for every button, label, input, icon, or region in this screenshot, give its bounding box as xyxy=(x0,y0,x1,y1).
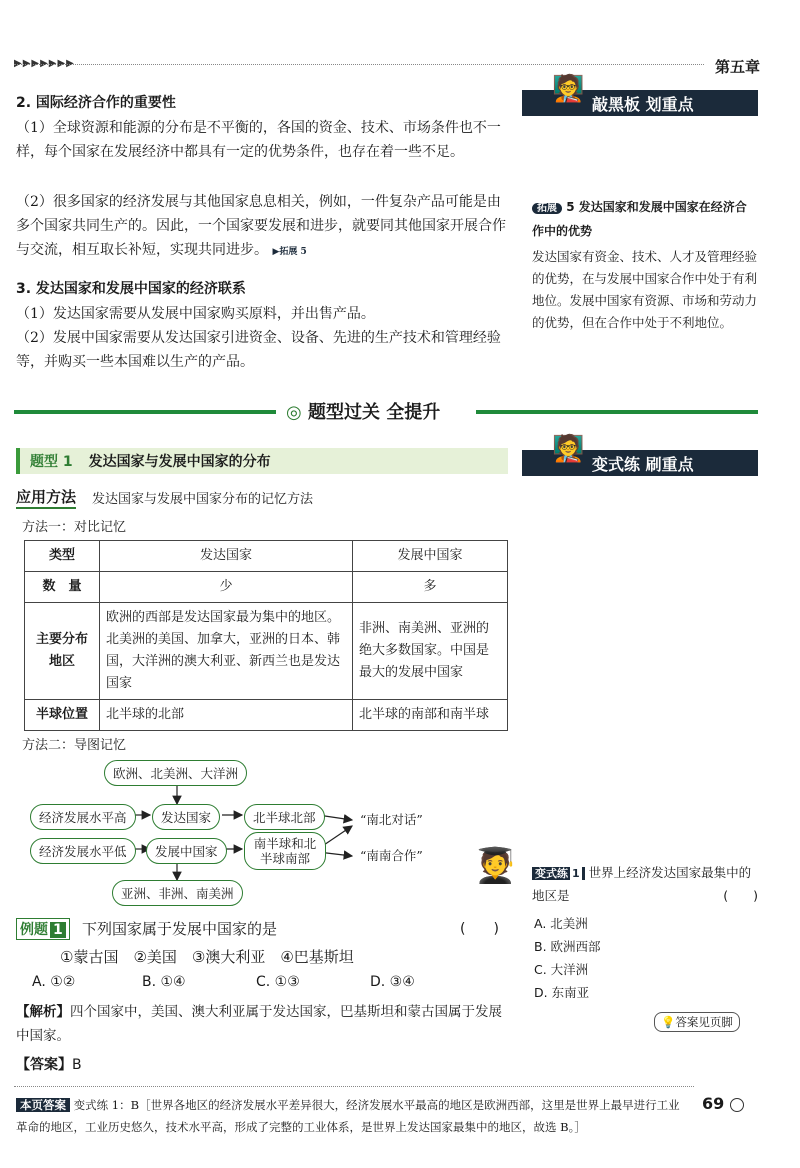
answer-value: B xyxy=(72,1057,82,1073)
node-north: 北半球北部 xyxy=(244,804,325,830)
table-cell: 数 量 xyxy=(25,572,100,603)
example-answer xyxy=(16,1054,82,1074)
expand-number: 5 xyxy=(566,200,575,214)
footer-answer xyxy=(16,1094,684,1138)
table-cell: 北半球的北部 xyxy=(100,700,353,731)
footer-tag: 本页答案 xyxy=(16,1098,70,1112)
lightbulb-icon: 💡 xyxy=(661,1015,676,1029)
node-developed-regions: 欧洲、北美洲、大洋洲 xyxy=(104,760,247,786)
exercise-option-c: C. 大洋洲 xyxy=(534,962,589,977)
method-desc: 发达国家与发展中国家分布的记忆方法 xyxy=(92,492,314,507)
node-developing-regions: 亚洲、非洲、南美洲 xyxy=(112,880,243,906)
node-south: 南半球和北半球南部 xyxy=(244,832,326,870)
footer-text: 变式练 1：B［世界各地区的经济发展水平差异很大，经济发展水平最高的地区是欧洲西部，这里是世界上最早进行工业革命的地区，工业历史悠久，技术水平高，形成了完整的工业体系，是世界上发达国家最集中的地区，故选 B。］ xyxy=(16,1098,680,1134)
see-answer-label: 答案见页脚 xyxy=(675,1015,733,1029)
teacher-figure-icon: 🧑‍🏫 xyxy=(552,74,585,104)
clock-icon xyxy=(730,1098,744,1112)
method-1-label: 方法一：对比记忆 xyxy=(22,520,127,535)
side-banner-highlights-label: 敲黑板 划重点 xyxy=(592,94,694,114)
section-3-p2: （2）发展中国家需要从发达国家引进资金、设备、先进的生产技术和管理经验等，并购买一些本国难以生产的产品。 xyxy=(16,330,501,370)
chapter-title: 第五章 xyxy=(714,58,760,76)
method-2-label: 方法二：导图记忆 xyxy=(22,738,127,753)
cartoon-figure-icon: 🧑‍🎓 xyxy=(474,846,517,886)
option-b: B. ①④ xyxy=(142,974,186,990)
section-2-p1: （1）全球资源和能源的分布是不平衡的，各国的资金、技术、市场条件也不一样，每个国家在发展经济中都具有一定的优势条件，也存在着一些不足。 xyxy=(16,120,501,160)
see-answer-badge xyxy=(654,1012,740,1032)
expand-body: 发达国家有资金、技术、人才及管理经验的优势，在与发展中国家合作中处于有利地位。发展中国家有资源、市场和劳动力的优势，但在合作中处于不利地位。 xyxy=(532,249,758,330)
analysis-tag: 【解析】 xyxy=(16,1004,70,1020)
table-cell: 少 xyxy=(100,572,353,603)
expand-5-tag: ▶拓展 5 xyxy=(272,247,307,257)
exercise-option-d: D. 东南亚 xyxy=(534,985,590,1000)
table-cell: 欧洲的西部是发达国家最为集中的地区。北美洲的美国、加拿大，亚洲的日本、韩国，大洋洲的澳大利亚、新西兰也是发达国家 xyxy=(100,603,353,700)
type-1-title: 发达国家与发展中国家的分布 xyxy=(88,454,271,470)
example-items: ①蒙古国 ②美国 ③澳大利亚 ④巴基斯坦 xyxy=(60,948,354,966)
section-2-title: 2. 国际经济合作的重要性 xyxy=(16,95,176,111)
table-cell: 半球位置 xyxy=(25,700,100,731)
expand-title: 发达国家和发展中国家在经济合作中的优势 xyxy=(532,200,747,238)
example-number: 1 xyxy=(50,922,66,938)
exercise-option-a: A. 北美洲 xyxy=(534,916,588,931)
exercise-options xyxy=(534,912,601,1004)
table-header-cell: 类型 xyxy=(25,541,100,572)
footer-rule xyxy=(14,1086,694,1088)
exercise-tag xyxy=(532,867,585,880)
table-header-cell: 发达国家 xyxy=(100,541,353,572)
node-north-south-dialogue: “南北对话” xyxy=(360,812,423,827)
swirl-icon: ◎ xyxy=(286,402,302,423)
expand-badge: 拓展 xyxy=(532,203,562,214)
exercise-1-box xyxy=(532,862,758,907)
teacher-figure-icon-2: 🧑‍🏫 xyxy=(552,434,585,464)
section-3-title: 3. 发达国家和发展中国家的经济联系 xyxy=(16,281,246,297)
exercise-option-b: B. 欧洲西部 xyxy=(534,939,601,954)
section-3-p1: （1）发达国家需要从发展中国家购买原料，并出售产品。 xyxy=(16,306,375,322)
exercise-tag-label: 变式练 xyxy=(535,867,568,880)
example-tag xyxy=(16,918,70,940)
table-header-cell: 发展中国家 xyxy=(353,541,508,572)
exercise-answer-paren: ( ) xyxy=(723,888,758,903)
header-arrows: ▶▶▶▶▶▶▶ xyxy=(14,58,75,69)
table-cell: 多 xyxy=(353,572,508,603)
table-cell: 主要分布地区 xyxy=(25,603,100,700)
answer-tag: 【答案】 xyxy=(16,1057,72,1073)
section-2-p2-text: （2）很多国家的经济发展与其他国家息息相关，例如，一件复杂产品可能是由多个国家共同生产的。因此，一个国家要发展和进步，就要同其他国家开展合作与交流，相互取长补短，实现共同进步。 xyxy=(16,194,506,258)
method-tag: 应用方法 xyxy=(16,486,76,509)
node-low-level: 经济发展水平低 xyxy=(30,838,136,864)
option-a: A. ①② xyxy=(32,974,76,990)
example-question: 下列国家属于发展中国家的是 xyxy=(82,920,278,938)
node-south-south-coop: “南南合作” xyxy=(360,848,423,863)
page-number-value: 69 xyxy=(702,1094,725,1113)
example-tag-label: 例题 xyxy=(20,922,48,938)
big-banner-label: 题型过关 全提升 xyxy=(308,402,441,423)
node-high-level: 经济发展水平高 xyxy=(30,804,136,830)
table-cell: 北半球的南部和南半球 xyxy=(353,700,508,731)
side-banner-exercise-label: 变式练 刷重点 xyxy=(592,454,694,474)
example-analysis xyxy=(16,1000,508,1048)
exercise-question: 世界上经济发达国家最集中的地区是 xyxy=(532,865,752,903)
example-answer-paren: ( ) xyxy=(460,921,499,937)
option-c: C. ①③ xyxy=(256,974,300,990)
exercise-number: 1 xyxy=(572,867,580,880)
node-developed: 发达国家 xyxy=(152,804,220,830)
option-d: D. ③④ xyxy=(370,974,415,990)
page-number xyxy=(702,1094,744,1113)
table-cell: 非洲、南美洲、亚洲的绝大多数国家。中国是最大的发展中国家 xyxy=(353,603,508,700)
node-developing: 发展中国家 xyxy=(146,838,227,864)
analysis-text: 四个国家中，美国、澳大利亚属于发达国家，巴基斯坦和蒙古国属于发展中国家。 xyxy=(16,1004,502,1044)
type-1-label: 题型 1 xyxy=(30,454,73,470)
